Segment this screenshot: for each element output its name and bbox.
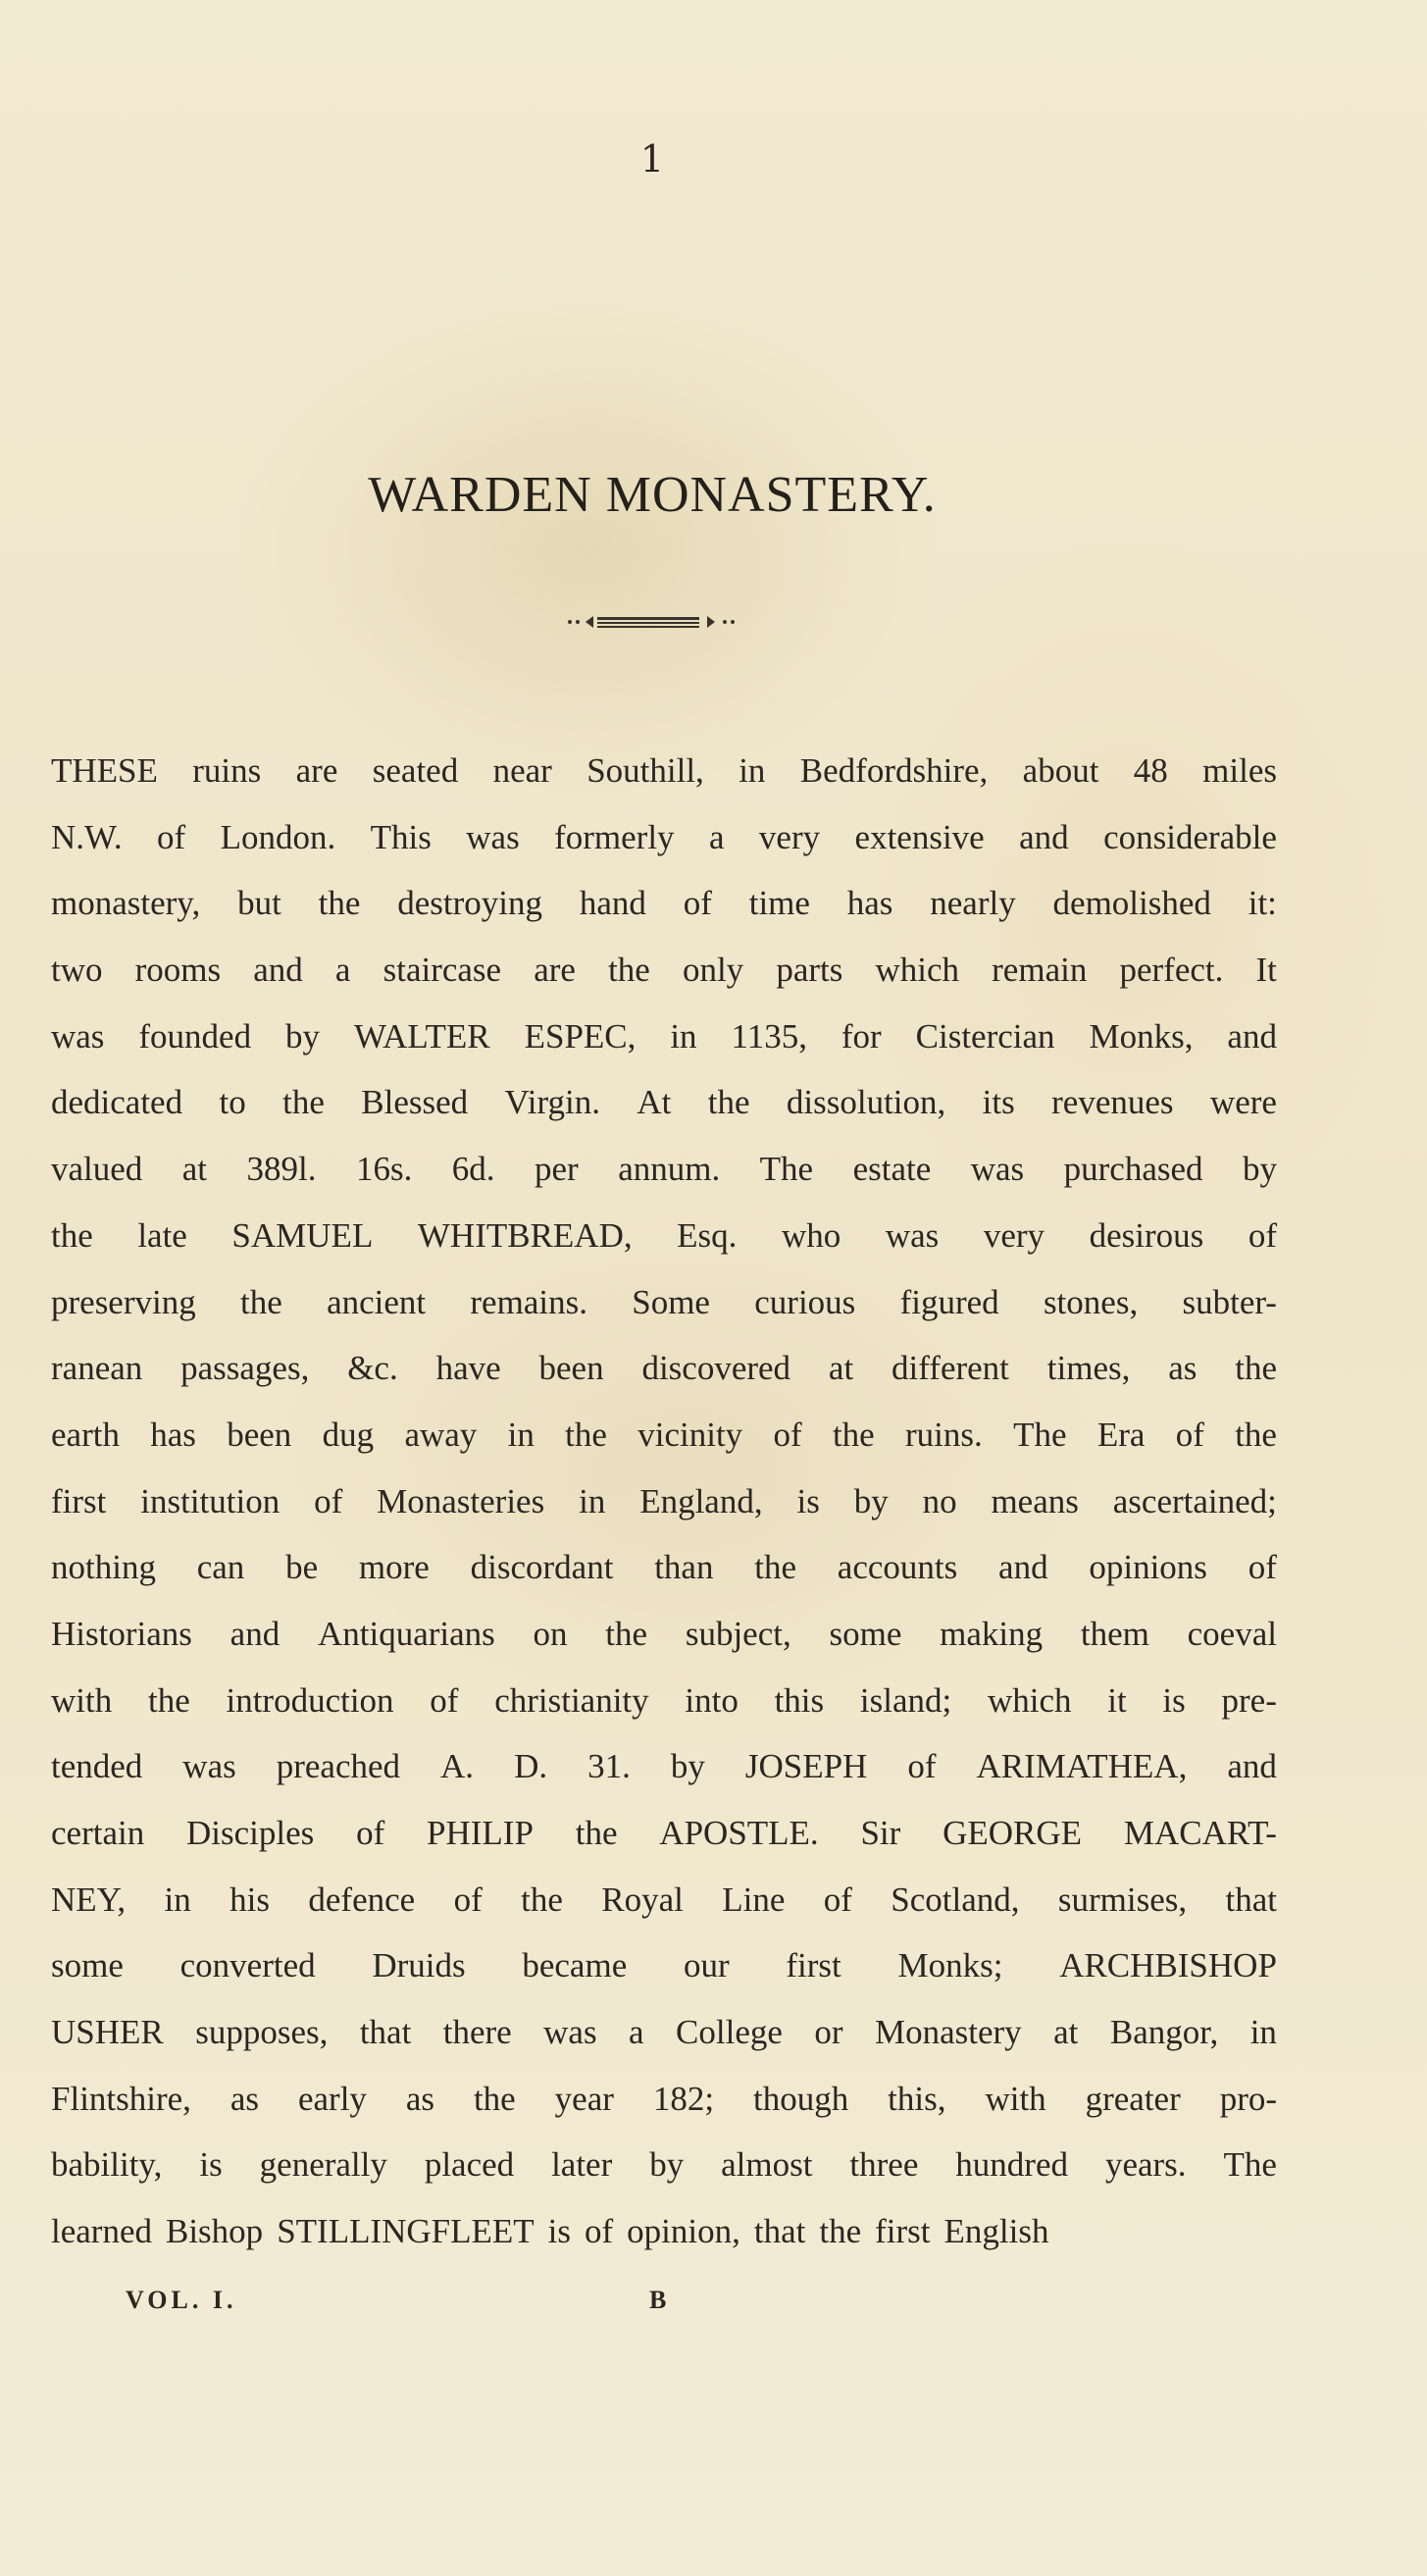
word: it: bbox=[1248, 884, 1277, 923]
text-line bbox=[51, 738, 1277, 804]
word: greater bbox=[1085, 2079, 1181, 2118]
word: the bbox=[282, 1083, 325, 1122]
word: Line bbox=[722, 1880, 786, 1919]
word: been bbox=[227, 1415, 292, 1454]
word: surmises, bbox=[1057, 1880, 1188, 1919]
word: College bbox=[676, 2013, 783, 2052]
body-text bbox=[51, 738, 1277, 2265]
word: in bbox=[1249, 2013, 1277, 2052]
word: revenues bbox=[1051, 1083, 1174, 1122]
word: about bbox=[1022, 751, 1099, 790]
word: perfect. bbox=[1119, 951, 1224, 990]
word: 16s. bbox=[355, 1150, 413, 1189]
text-line bbox=[51, 1335, 1277, 1402]
word: on bbox=[533, 1614, 568, 1653]
word: STILLINGFLEET bbox=[277, 2212, 535, 2251]
word: the bbox=[608, 951, 650, 990]
word: rooms bbox=[134, 951, 222, 990]
word: WHITBREAD, bbox=[417, 1215, 633, 1255]
word: destroying bbox=[397, 884, 543, 923]
word: preached bbox=[276, 1747, 401, 1786]
word: English bbox=[943, 2212, 1049, 2251]
page-number: 1 bbox=[639, 137, 665, 180]
word: hand bbox=[579, 884, 646, 923]
word: valued bbox=[51, 1150, 143, 1189]
word: times, bbox=[1046, 1349, 1131, 1388]
word: were bbox=[1209, 1083, 1277, 1122]
word: the bbox=[707, 1083, 750, 1122]
word: years. bbox=[1104, 2145, 1187, 2185]
word: into bbox=[685, 1680, 739, 1720]
text-line bbox=[51, 1269, 1277, 1336]
word: Bangor, bbox=[1109, 2013, 1219, 2052]
text-line bbox=[51, 1733, 1277, 1800]
word: of bbox=[907, 1747, 937, 1786]
volume-label: VOL. I. bbox=[126, 2286, 237, 2314]
word: learned bbox=[51, 2212, 152, 2251]
word: introduction bbox=[226, 1680, 394, 1720]
word: placed bbox=[424, 2145, 515, 2185]
word: very bbox=[983, 1215, 1045, 1255]
word: the bbox=[832, 1415, 875, 1454]
word: was bbox=[885, 1215, 940, 1255]
word: Some bbox=[632, 1282, 710, 1321]
text-line bbox=[51, 1668, 1277, 1734]
word: ancient bbox=[327, 1282, 427, 1321]
word: of bbox=[356, 1814, 385, 1852]
word: PHILIP bbox=[427, 1814, 534, 1852]
word: D. bbox=[514, 1747, 548, 1786]
word: Era bbox=[1096, 1415, 1146, 1454]
word: making bbox=[940, 1614, 1044, 1653]
word: The bbox=[759, 1150, 814, 1189]
word: Flintshire, bbox=[51, 2079, 191, 2118]
text-line bbox=[51, 1534, 1277, 1601]
word: only bbox=[682, 951, 744, 990]
word: the bbox=[1235, 1415, 1277, 1454]
word: supposes, bbox=[195, 2013, 329, 2052]
word: ranean bbox=[51, 1349, 143, 1388]
word: passages, bbox=[180, 1349, 310, 1388]
word: is bbox=[199, 2145, 223, 2185]
word: Monks; bbox=[897, 1946, 1003, 1985]
word: A. bbox=[440, 1747, 475, 1786]
word: this, bbox=[888, 2079, 946, 2118]
word: This bbox=[370, 817, 432, 856]
word: MACART- bbox=[1123, 1814, 1277, 1852]
word: dug bbox=[322, 1415, 375, 1454]
word: The bbox=[1013, 1415, 1067, 1454]
word: was bbox=[182, 1747, 236, 1786]
word: Monastery bbox=[874, 2013, 1022, 2052]
word: as bbox=[229, 2079, 260, 2118]
word: the bbox=[819, 2212, 862, 2251]
word: time bbox=[748, 884, 810, 923]
word: of bbox=[430, 1680, 459, 1720]
word: of bbox=[683, 884, 712, 923]
word: is bbox=[1162, 1680, 1186, 1720]
word: which bbox=[987, 1680, 1072, 1720]
text-line bbox=[51, 1867, 1277, 1933]
word: by bbox=[285, 1016, 321, 1056]
word: ascertained; bbox=[1112, 1481, 1277, 1520]
word: which bbox=[875, 951, 960, 990]
word: subter- bbox=[1182, 1282, 1277, 1321]
word: institution bbox=[140, 1481, 280, 1520]
word: Monks, bbox=[1089, 1016, 1194, 1056]
page-title: WARDEN MONASTERY. bbox=[368, 466, 937, 523]
word: of bbox=[1175, 1415, 1204, 1454]
word: ruins. bbox=[905, 1415, 983, 1454]
word: discordant bbox=[470, 1548, 614, 1587]
word: ESPEC, bbox=[524, 1016, 637, 1056]
word: became bbox=[522, 1946, 628, 1985]
word: by bbox=[670, 1747, 705, 1786]
text-line bbox=[51, 2066, 1277, 2133]
word: later bbox=[551, 2145, 613, 2185]
word: early bbox=[297, 2079, 367, 2118]
word: staircase bbox=[382, 951, 502, 990]
word: dedicated bbox=[51, 1083, 183, 1122]
word: in bbox=[507, 1415, 535, 1454]
word: ARCHBISHOP bbox=[1059, 1946, 1277, 1985]
word: accounts bbox=[837, 1548, 958, 1587]
word: it bbox=[1107, 1680, 1127, 1720]
word: discovered bbox=[641, 1349, 791, 1388]
word: per bbox=[535, 1150, 579, 1189]
word: or bbox=[814, 2013, 843, 2052]
word: considerable bbox=[1103, 817, 1277, 856]
word: this bbox=[774, 1680, 825, 1720]
word: of bbox=[585, 2212, 614, 2251]
word: miles bbox=[1202, 751, 1277, 790]
word: the bbox=[521, 1880, 563, 1919]
word: Historians bbox=[51, 1614, 192, 1653]
word: Esq. bbox=[677, 1215, 738, 1255]
word: converted bbox=[179, 1946, 316, 1985]
word: in bbox=[164, 1880, 191, 1919]
word: as bbox=[405, 2079, 435, 2118]
word: formerly bbox=[554, 817, 675, 856]
word: &c. bbox=[347, 1349, 398, 1388]
word: Monasteries bbox=[377, 1481, 545, 1520]
word: USHER bbox=[51, 2013, 164, 2052]
word: subject, bbox=[685, 1614, 791, 1653]
word: tended bbox=[51, 1747, 143, 1786]
text-line bbox=[51, 1601, 1277, 1668]
word: our bbox=[683, 1946, 730, 1985]
word: a bbox=[629, 2013, 644, 2052]
word: Blessed bbox=[361, 1083, 469, 1122]
word: desirous bbox=[1089, 1215, 1204, 1255]
word: Virgin. bbox=[504, 1083, 600, 1122]
word: ARIMATHEA, bbox=[976, 1747, 1188, 1786]
word: of bbox=[453, 1880, 483, 1919]
word: by bbox=[649, 2145, 685, 2185]
word: a bbox=[708, 817, 725, 856]
word: preserving bbox=[51, 1282, 196, 1321]
word: Druids bbox=[372, 1946, 466, 1985]
word: 48 bbox=[1133, 751, 1168, 790]
word: the bbox=[565, 1415, 607, 1454]
word: certain bbox=[51, 1814, 145, 1852]
word: at bbox=[828, 1349, 854, 1388]
word: late bbox=[137, 1215, 187, 1255]
word: for bbox=[841, 1016, 882, 1056]
word: is bbox=[547, 2212, 571, 2251]
word: N.W. bbox=[51, 817, 123, 856]
word: first bbox=[786, 1946, 841, 1985]
word: at bbox=[181, 1150, 208, 1189]
word: at bbox=[1053, 2013, 1079, 2052]
word: by bbox=[853, 1481, 889, 1520]
text-line bbox=[51, 2198, 1277, 2265]
word: means bbox=[991, 1481, 1079, 1520]
word: pre- bbox=[1221, 1680, 1277, 1720]
word: of bbox=[314, 1481, 343, 1520]
word: JOSEPH bbox=[744, 1747, 868, 1786]
word: a bbox=[334, 951, 351, 990]
word: was bbox=[51, 1016, 105, 1056]
word: in bbox=[670, 1016, 697, 1056]
text-line bbox=[51, 804, 1277, 871]
word: two bbox=[51, 951, 103, 990]
word: them bbox=[1080, 1614, 1149, 1653]
word: parts bbox=[776, 951, 843, 990]
word: very bbox=[758, 817, 821, 856]
word: stones, bbox=[1043, 1282, 1139, 1321]
word: 1135, bbox=[731, 1016, 807, 1056]
word: is bbox=[796, 1481, 820, 1520]
word: and bbox=[229, 1614, 280, 1653]
word: England, bbox=[639, 1481, 763, 1520]
word: but bbox=[237, 884, 281, 923]
word: more bbox=[358, 1548, 430, 1587]
word: Sir bbox=[860, 1814, 901, 1852]
text-line bbox=[51, 1203, 1277, 1269]
word: of bbox=[1248, 1215, 1277, 1255]
word: pro- bbox=[1219, 2079, 1277, 2118]
word: christianity bbox=[494, 1680, 649, 1720]
word: opinion, bbox=[627, 2212, 740, 2251]
word: are bbox=[295, 751, 338, 790]
word: coeval bbox=[1187, 1614, 1277, 1653]
word: London. bbox=[220, 817, 336, 856]
word: founded bbox=[138, 1016, 252, 1056]
word: the bbox=[754, 1548, 797, 1587]
word: was bbox=[970, 1150, 1025, 1189]
word: the bbox=[318, 884, 361, 923]
word: was bbox=[543, 2013, 597, 2052]
word: SAMUEL bbox=[231, 1215, 374, 1255]
word: and bbox=[1227, 1016, 1277, 1056]
word: and bbox=[998, 1548, 1048, 1587]
text-line bbox=[51, 1468, 1277, 1535]
word: Southill, bbox=[586, 751, 704, 790]
word: defence bbox=[308, 1880, 416, 1919]
word: that bbox=[753, 2212, 806, 2251]
text-line bbox=[51, 1069, 1277, 1136]
word: 31. bbox=[587, 1747, 631, 1786]
word: bability, bbox=[51, 2145, 163, 2185]
word: It bbox=[1255, 951, 1277, 990]
word: nearly bbox=[930, 884, 1016, 923]
word: Disciples bbox=[186, 1814, 315, 1852]
word: APOSTLE. bbox=[659, 1814, 819, 1852]
word: of bbox=[773, 1415, 802, 1454]
word: seated bbox=[372, 751, 459, 790]
word: annum. bbox=[618, 1150, 721, 1189]
word: have bbox=[435, 1349, 501, 1388]
word: some bbox=[51, 1946, 124, 1985]
word: monastery, bbox=[51, 884, 201, 923]
word: demolished bbox=[1052, 884, 1211, 923]
text-line bbox=[51, 937, 1277, 1004]
word: and bbox=[1019, 817, 1069, 856]
word: extensive bbox=[854, 817, 985, 856]
word: curious bbox=[754, 1282, 856, 1321]
word: by bbox=[1242, 1150, 1277, 1189]
text-line bbox=[51, 870, 1277, 937]
word: with bbox=[985, 2079, 1046, 2118]
word: island; bbox=[859, 1680, 952, 1720]
word: first bbox=[875, 2212, 931, 2251]
word: though bbox=[753, 2079, 849, 2118]
word: be bbox=[285, 1548, 319, 1587]
word: figured bbox=[899, 1282, 999, 1321]
word: has bbox=[150, 1415, 196, 1454]
word: GEORGE bbox=[943, 1814, 1083, 1852]
word: almost bbox=[721, 2145, 813, 2185]
word: first bbox=[51, 1481, 107, 1520]
word: ruins bbox=[192, 751, 262, 790]
word: The bbox=[1223, 2145, 1277, 2185]
word: near bbox=[492, 751, 552, 790]
word: remain bbox=[992, 951, 1088, 990]
word: the bbox=[575, 1814, 618, 1852]
text-line bbox=[51, 1999, 1277, 2066]
word: the bbox=[51, 1215, 93, 1255]
word: year bbox=[554, 2079, 614, 2118]
word: his bbox=[229, 1880, 271, 1919]
word: 182; bbox=[652, 2079, 715, 2118]
word: Cistercian bbox=[915, 1016, 1055, 1056]
word: purchased bbox=[1063, 1150, 1203, 1189]
word: dissolution, bbox=[786, 1083, 946, 1122]
signature-mark: B bbox=[649, 2286, 667, 2314]
word: as bbox=[1168, 1349, 1198, 1388]
word: can bbox=[196, 1548, 245, 1587]
word: the bbox=[240, 1282, 282, 1321]
word: than bbox=[654, 1548, 714, 1587]
word: been bbox=[538, 1349, 604, 1388]
word: no bbox=[922, 1481, 957, 1520]
word: some bbox=[829, 1614, 902, 1653]
word: different bbox=[892, 1349, 1009, 1388]
word: 6d. bbox=[451, 1150, 495, 1189]
word: in bbox=[739, 751, 766, 790]
word: opinions bbox=[1089, 1548, 1207, 1587]
word: the bbox=[605, 1614, 648, 1653]
word: the bbox=[1235, 1349, 1277, 1388]
word: the bbox=[147, 1680, 190, 1720]
word: hundred bbox=[955, 2145, 1068, 2185]
word: that bbox=[359, 2013, 412, 2052]
word: to bbox=[219, 1083, 246, 1122]
word: there bbox=[442, 2013, 512, 2052]
text-line bbox=[51, 1402, 1277, 1468]
word: WALTER bbox=[353, 1016, 490, 1056]
word: generally bbox=[259, 2145, 387, 2185]
word: Royal bbox=[601, 1880, 684, 1919]
word: in bbox=[579, 1481, 606, 1520]
word: away bbox=[404, 1415, 478, 1454]
word: At bbox=[637, 1083, 672, 1122]
word: three bbox=[849, 2145, 919, 2185]
word: Scotland, bbox=[891, 1880, 1020, 1919]
word: are bbox=[534, 951, 576, 990]
word: the bbox=[473, 2079, 516, 2118]
text-line bbox=[51, 1932, 1277, 1999]
decorative-divider bbox=[564, 610, 740, 634]
word: Bishop bbox=[165, 2212, 264, 2251]
word: Antiquarians bbox=[317, 1614, 495, 1653]
word: who bbox=[781, 1215, 841, 1255]
word: 389l. bbox=[246, 1150, 317, 1189]
text-line bbox=[51, 1004, 1277, 1070]
word: of bbox=[1248, 1548, 1277, 1587]
word: Bedfordshire, bbox=[799, 751, 989, 790]
word: and bbox=[253, 951, 303, 990]
text-line bbox=[51, 2132, 1277, 2198]
text-line bbox=[51, 1136, 1277, 1203]
text-line bbox=[51, 1800, 1277, 1867]
word: NEY, bbox=[51, 1880, 127, 1919]
word: its bbox=[982, 1083, 1015, 1122]
word: with bbox=[51, 1680, 113, 1720]
word: vicinity bbox=[637, 1415, 743, 1454]
word: and bbox=[1227, 1747, 1277, 1786]
word: earth bbox=[51, 1415, 120, 1454]
word: estate bbox=[852, 1150, 932, 1189]
word: of bbox=[157, 817, 186, 856]
word: has bbox=[846, 884, 893, 923]
word: THESE bbox=[51, 751, 158, 790]
word: was bbox=[466, 817, 520, 856]
word: that bbox=[1225, 1880, 1277, 1919]
word: of bbox=[823, 1880, 852, 1919]
word: remains. bbox=[470, 1282, 587, 1321]
word: nothing bbox=[51, 1548, 156, 1587]
